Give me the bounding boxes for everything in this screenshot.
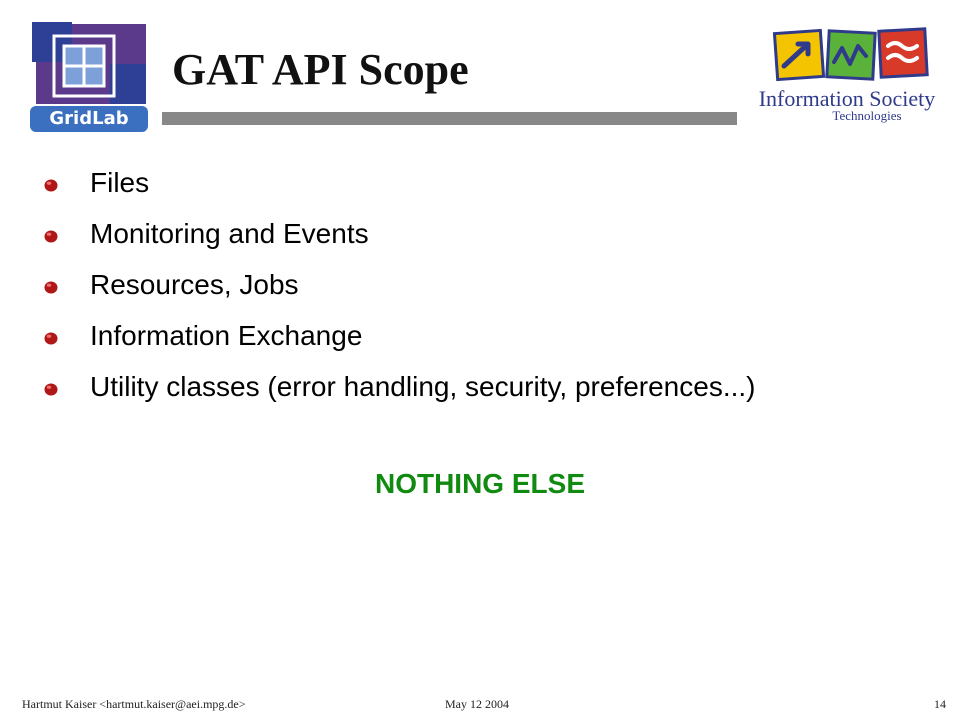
footer-page-number: 14: [934, 697, 946, 711]
bullet-item-monitoring: [40, 213, 756, 264]
red-ball-bullet-icon: [44, 383, 58, 396]
bullet-text: Monitoring and Events: [90, 218, 369, 249]
bullet-item-utility-classes: [40, 366, 756, 417]
footer-author: Hartmut Kaiser <hartmut.kaiser@aei.mpg.de>: [22, 697, 246, 711]
gridlab-logo: [30, 22, 148, 132]
red-ball-bullet-icon: [44, 179, 58, 192]
emphasis-text: NOTHING ELSE: [374, 468, 585, 499]
bullet-text: Information Exchange: [90, 320, 363, 351]
ist-logo-sub-text: Technologies: [832, 108, 902, 123]
ist-logo: [752, 26, 942, 126]
slide-title: GAT API Scope: [172, 45, 469, 94]
red-ball-bullet-icon: [44, 281, 58, 294]
red-ball-bullet-icon: [44, 230, 58, 243]
bullet-text: Files: [90, 167, 150, 198]
red-ball-bullet-icon: [44, 332, 58, 345]
ist-logo-main-text: Information Society: [758, 86, 936, 111]
bullet-text: Resources, Jobs: [90, 269, 299, 300]
bullet-item-files: [40, 162, 756, 213]
bullet-item-information-exchange: [40, 315, 756, 366]
bullet-list: [40, 162, 756, 417]
gridlab-logo-text: GridLab: [49, 108, 129, 129]
bullet-item-resources: [40, 264, 756, 315]
footer-date: May 12 2004: [445, 697, 509, 711]
ist-logo-squares: [752, 26, 942, 86]
bullet-text: Utility classes (error handling, security, preferences...): [90, 371, 756, 402]
title-underline-bar: [162, 112, 737, 125]
